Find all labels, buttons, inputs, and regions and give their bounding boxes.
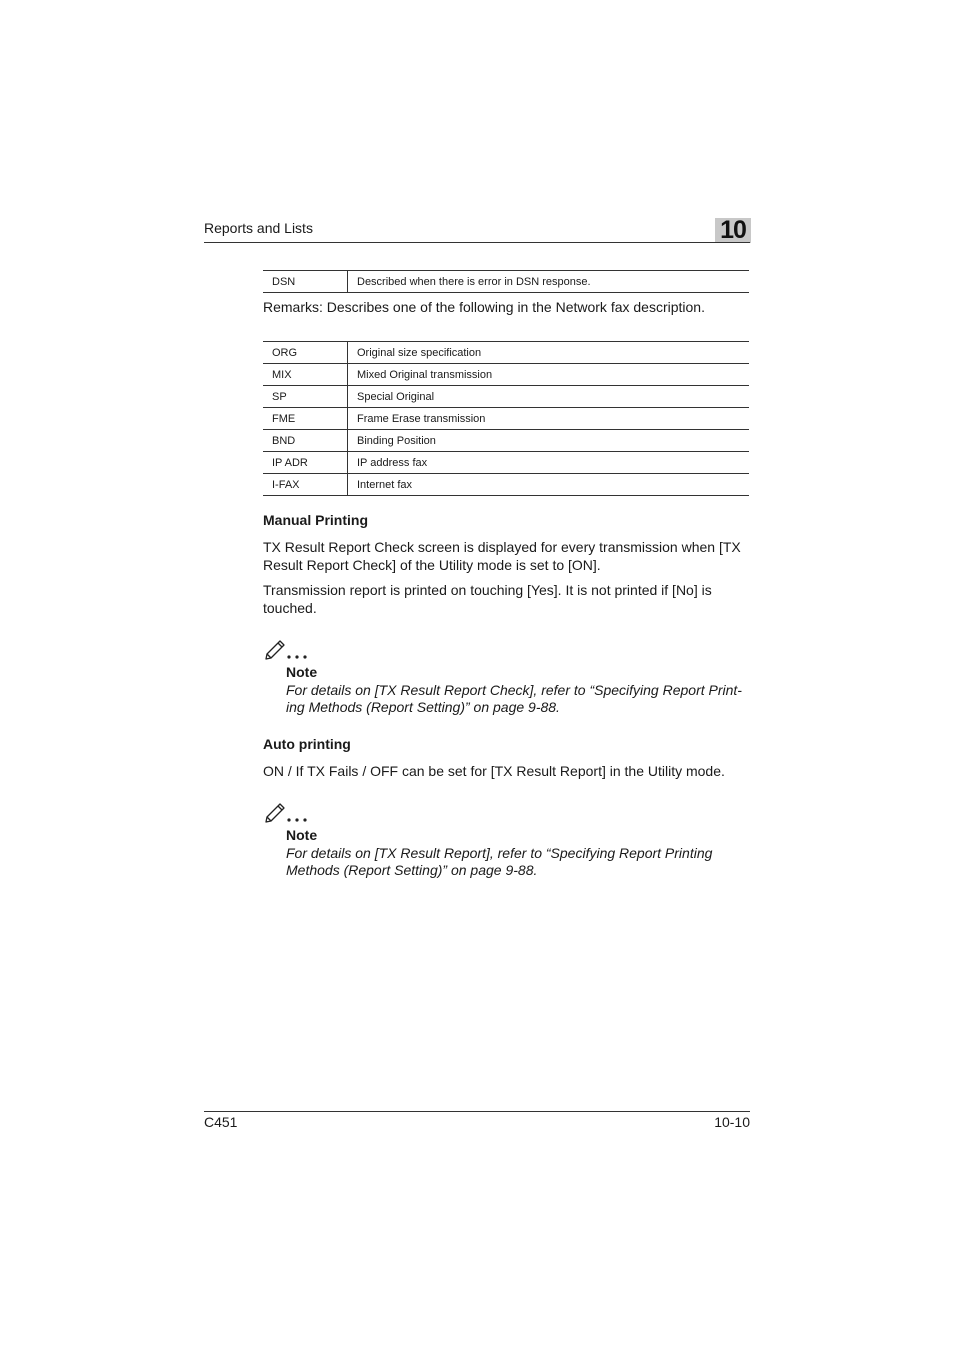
- table-cell-description: Frame Erase transmission: [348, 408, 750, 430]
- remarks-table: [263, 341, 749, 496]
- section-title: Reports and Lists: [204, 220, 313, 236]
- auto-printing-heading: Auto printing: [263, 736, 351, 752]
- table-cell-code: DSN: [263, 271, 348, 293]
- table-cell-description: Mixed Original transmission: [348, 364, 750, 386]
- table-cell-description: IP address fax: [348, 452, 750, 474]
- pencil-note-icon: [264, 636, 314, 662]
- table-cell-code: SP: [263, 386, 348, 408]
- table-row: [263, 430, 749, 452]
- manual-printing-paragraph-1: TX Result Report Check screen is displayed for every transmission when [TX Result Report Check] of the Utility mode is set to [ON].: [263, 539, 741, 573]
- table-row: [263, 474, 749, 496]
- table-row: [263, 342, 749, 364]
- footer-page-number: 10-10: [714, 1114, 750, 1130]
- table-row: [263, 408, 749, 430]
- table-row: [263, 271, 749, 293]
- header-divider: [204, 242, 750, 243]
- table-row: [263, 364, 749, 386]
- manual-printing-heading: Manual Printing: [263, 512, 368, 528]
- pencil-note-icon: [264, 799, 314, 825]
- note-label: Note: [286, 664, 318, 680]
- note-text: For details on [TX Result Report Check], refer to “Specifying Report Print-ing Methods (Report Setting)” on page 9-88.: [286, 682, 742, 715]
- table-cell-code: ORG: [263, 342, 348, 364]
- note-label: Note: [286, 827, 318, 843]
- table-cell-code: BND: [263, 430, 348, 452]
- table-cell-code: FME: [263, 408, 348, 430]
- table-cell-code: MIX: [263, 364, 348, 386]
- table-cell-code: I-FAX: [263, 474, 348, 496]
- dsn-table: [263, 270, 749, 293]
- table-row: [263, 452, 749, 474]
- table-cell-description: Original size specification: [348, 342, 750, 364]
- footer-model: C451: [204, 1114, 238, 1130]
- auto-printing-paragraph: ON / If TX Fails / OFF can be set for [TX Result Report] in the Utility mode.: [263, 763, 725, 779]
- note-text: For details on [TX Result Report], refer to “Specifying Report Printing Methods (Report Setting)” on page 9-88.: [286, 845, 713, 878]
- table-cell-code: IP ADR: [263, 452, 348, 474]
- remarks-paragraph: Remarks: Describes one of the following in the Network fax description.: [263, 299, 705, 315]
- table-cell-description: Described when there is error in DSN response.: [348, 271, 750, 293]
- footer-divider: [204, 1111, 750, 1112]
- table-row: [263, 386, 749, 408]
- manual-printing-paragraph-2: Transmission report is printed on touching [Yes]. It is not printed if [No] is touched.: [263, 582, 712, 616]
- table-cell-description: Binding Position: [348, 430, 750, 452]
- chapter-number: 10: [720, 216, 746, 244]
- table-cell-description: Special Original: [348, 386, 750, 408]
- table-cell-description: Internet fax: [348, 474, 750, 496]
